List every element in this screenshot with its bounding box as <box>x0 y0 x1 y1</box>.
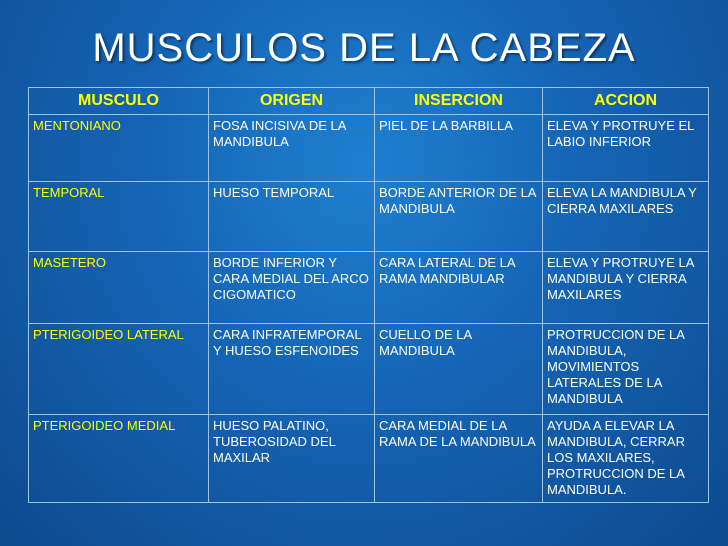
header-accion: ACCION <box>543 88 709 115</box>
cell-origen: CARA INFRATEMPORAL Y HUESO ESFENOIDES <box>209 324 375 415</box>
table-row <box>29 324 709 415</box>
cell-accion: ELEVA LA MANDIBULA Y CIERRA MAXILARES <box>543 182 709 252</box>
header-musculo: MUSCULO <box>29 88 209 115</box>
slide-title: MUSCULOS DE LA CABEZA <box>92 26 636 70</box>
table-header-row <box>29 88 709 115</box>
cell-musculo: MASETERO <box>29 252 209 324</box>
cell-insercion: CARA MEDIAL DE LA RAMA DE LA MANDIBULA <box>375 415 543 503</box>
header-origen: ORIGEN <box>209 88 375 115</box>
cell-origen: HUESO TEMPORAL <box>209 182 375 252</box>
cell-insercion: PIEL DE LA BARBILLA <box>375 115 543 182</box>
cell-insercion: CARA LATERAL DE LA RAMA MANDIBULAR <box>375 252 543 324</box>
table-row <box>29 115 709 182</box>
cell-origen: BORDE INFERIOR Y CARA MEDIAL DEL ARCO CIGOMATICO <box>209 252 375 324</box>
cell-musculo: PTERIGOIDEO MEDIAL <box>29 415 209 503</box>
cell-accion: PROTRUCCION DE LA MANDIBULA, MOVIMIENTOS LATERALES DE LA MANDIBULA <box>543 324 709 415</box>
cell-origen: HUESO PALATINO, TUBEROSIDAD DEL MAXILAR <box>209 415 375 503</box>
cell-insercion: BORDE ANTERIOR DE LA MANDIBULA <box>375 182 543 252</box>
muscles-table <box>28 87 709 503</box>
table-row <box>29 182 709 252</box>
cell-musculo: PTERIGOIDEO LATERAL <box>29 324 209 415</box>
table-row <box>29 415 709 503</box>
header-insercion: INSERCION <box>375 88 543 115</box>
cell-accion: AYUDA A ELEVAR LA MANDIBULA, CERRAR LOS MAXILARES, PROTRUCCION DE LA MANDIBULA. <box>543 415 709 503</box>
cell-accion: ELEVA Y PROTRUYE EL LABIO INFERIOR <box>543 115 709 182</box>
cell-accion: ELEVA Y PROTRUYE LA MANDIBULA Y CIERRA MAXILARES <box>543 252 709 324</box>
cell-origen: FOSA INCISIVA DE LA MANDIBULA <box>209 115 375 182</box>
table-row <box>29 252 709 324</box>
cell-insercion: CUELLO DE LA MANDIBULA <box>375 324 543 415</box>
cell-musculo: TEMPORAL <box>29 182 209 252</box>
cell-musculo: MENTONIANO <box>29 115 209 182</box>
